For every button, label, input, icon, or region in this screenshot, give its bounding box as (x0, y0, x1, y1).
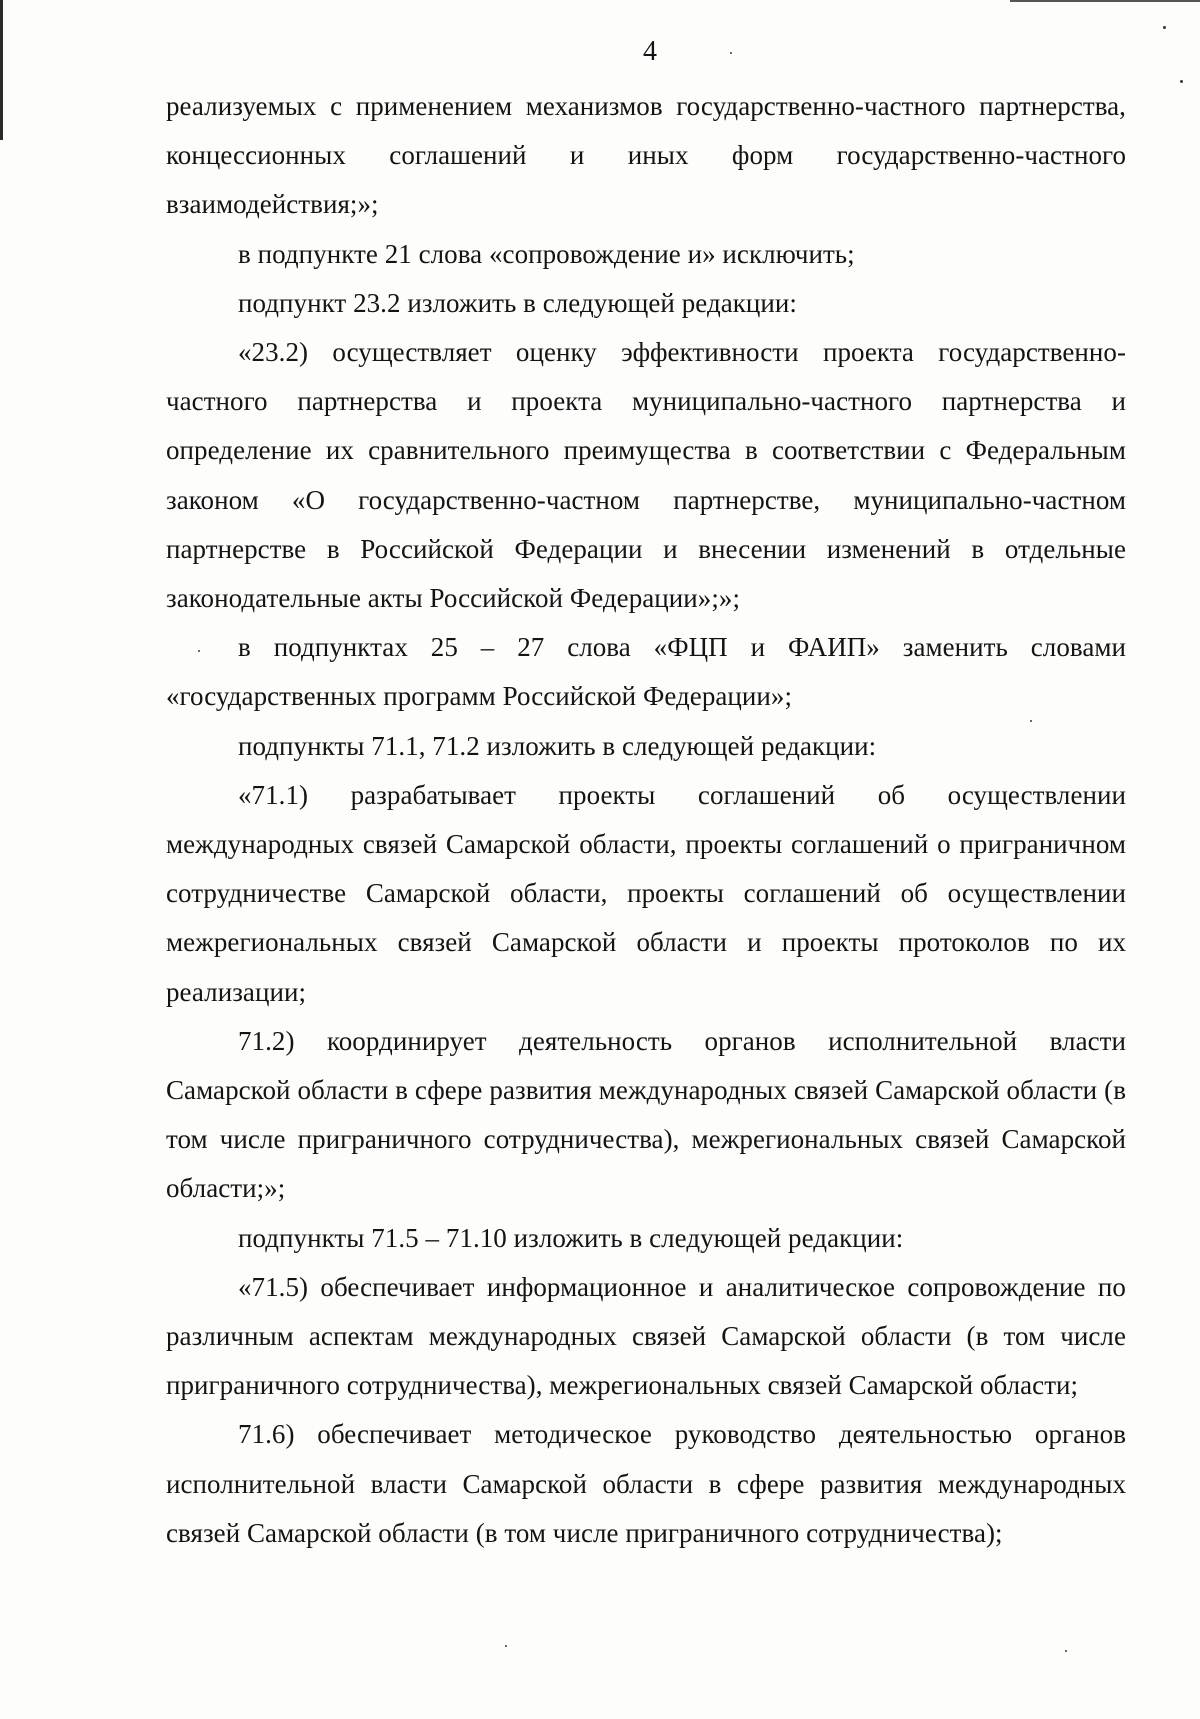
page-number: 4 (643, 36, 657, 67)
paragraph: в подпункте 21 слова «сопровождение и» исключить; (238, 238, 855, 269)
scan-edge-mark (0, 0, 3, 140)
document-body (166, 82, 1126, 1558)
scan-speck (730, 52, 732, 54)
paragraph: подпункты 71.5 – 71.10 изложить в следующей редакции: (238, 1222, 904, 1253)
paragraph: реализуемых с применением механизмов государственно-частного партнерства, концессионных соглашений и иных форм государственно-частного взаимодействия;»; (166, 91, 1126, 220)
paragraph: «71.5) обеспечивает информационное и аналитическое сопровождение по различным аспектам международных связей Самарской области (в том числе приграничного сотрудничества), межрегиональных связей Самарской области; (166, 1271, 1126, 1401)
scan-edge-mark (1010, 0, 1200, 2)
scan-speck (1163, 26, 1166, 29)
paragraph: «71.1) разрабатывает проекты соглашений об осуществлении международных связей Самарской области, проекты соглашений о приграничном сотрудничестве Самарской области, проекты соглашений об осуществлении межрегиональных связей Самарской области и проекты протоколов по их реализации; (166, 779, 1126, 1007)
scan-speck (505, 1645, 507, 1647)
paragraph: подпункты 71.1, 71.2 изложить в следующей редакции: (238, 730, 877, 761)
paragraph: 71.2) координирует деятельность органов исполнительной власти Самарской области в сфере развития международных связей Самарской области (в том числе приграничного сотрудничества), межрегиональных связей Самарской области;»; (166, 1025, 1126, 1204)
paragraph: «23.2) осуществляет оценку эффективности проекта государственно-частного партнерства и проекта муниципально-частного партнерства и определение их сравнительного преимущества в соответствии с Федеральным законом «О государственно-частном партнерстве, муниципально-частном партнерстве в Российской Федерации и внесении изменений в отдельные законодательные акты Российской Федерации»;»; (166, 337, 1126, 614)
scan-speck (198, 650, 200, 652)
paragraph: 71.6) обеспечивает методическое руководство деятельностью органов исполнительной власти Самарской области в сфере развития международных связей Самарской области (в том числе приграничного сотрудничества); (166, 1419, 1126, 1548)
scan-speck (1030, 720, 1032, 722)
scan-speck (1065, 1650, 1067, 1652)
paragraph: в подпунктах 25 – 27 слова «ФЦП и ФАИП» заменить словами «государственных программ Российской Федерации»; (166, 632, 1126, 712)
scan-speck (1180, 80, 1183, 83)
paragraph: подпункт 23.2 изложить в следующей редакции: (238, 287, 797, 318)
